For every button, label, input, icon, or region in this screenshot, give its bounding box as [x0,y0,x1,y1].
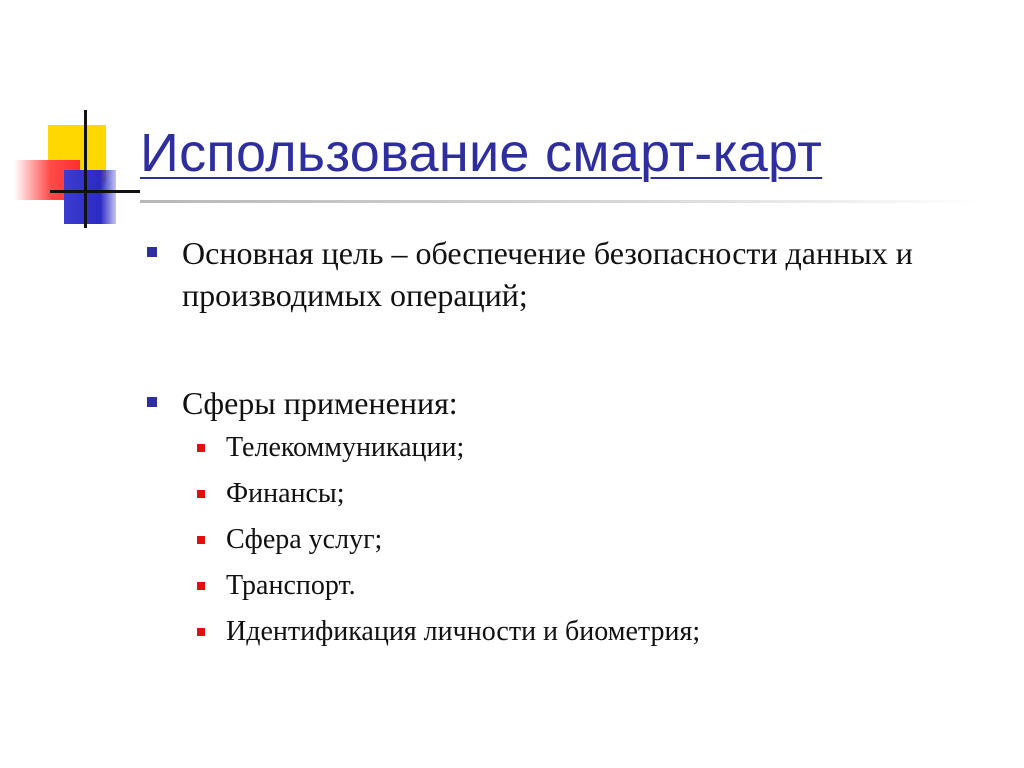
square-bullet-icon [197,582,205,590]
sub-bullet-text: Транспорт. [226,570,356,601]
square-bullet-icon [147,247,157,257]
sub-bullet-item [226,614,700,650]
bullet-item [182,382,962,424]
sub-bullet-item [226,568,356,604]
square-bullet-icon [197,490,205,498]
bullet-item [182,232,962,316]
sub-bullet-text: Финансы; [226,478,345,509]
bullet-text: Сферы применения: [182,385,458,421]
slide-title: Использование смарт-карт [140,123,823,183]
sub-bullet-text: Телекоммуникации; [226,432,465,463]
bullet-text: Основная цель – обеспечение безопасности данных и производимых операций; [182,235,913,313]
sub-bullet-text: Сфера услуг; [226,524,383,555]
square-bullet-icon [197,444,205,452]
sub-bullet-item [226,522,382,558]
sub-bullet-item [226,430,464,466]
sub-bullet-item [226,476,345,512]
square-bullet-icon [147,397,157,407]
square-bullet-icon [197,628,205,636]
square-bullet-icon [197,536,205,544]
sub-bullet-text: Идентификация личности и биометрия; [226,616,701,647]
